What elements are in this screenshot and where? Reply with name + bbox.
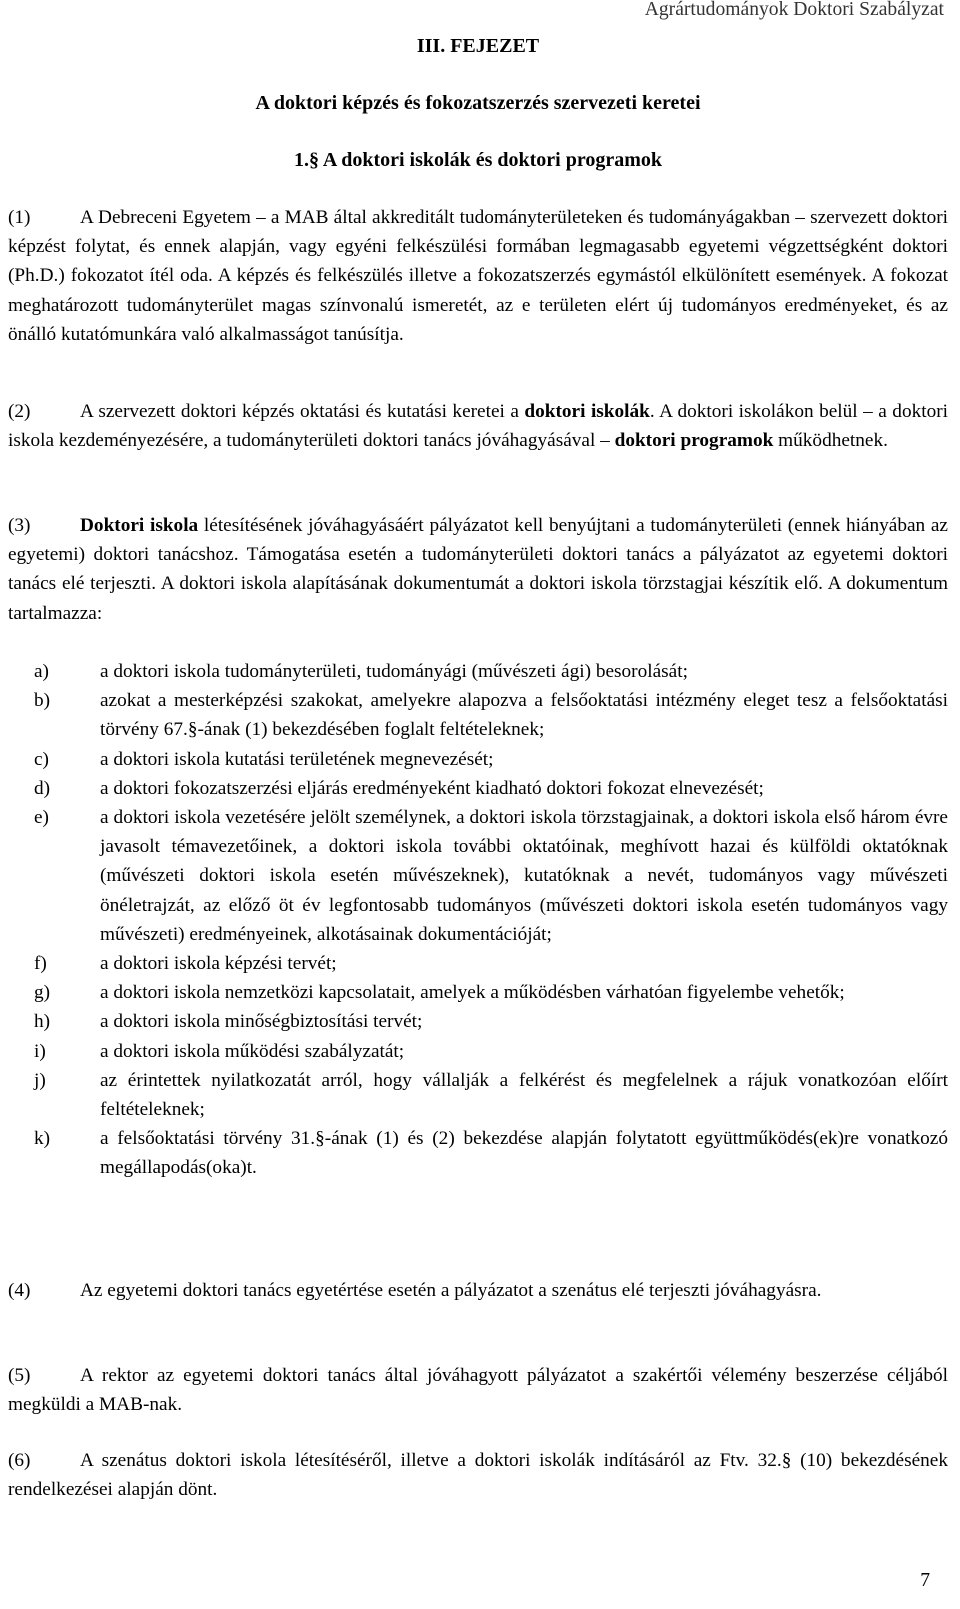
- page-number: 7: [920, 1570, 930, 1591]
- list-marker: b): [34, 690, 51, 712]
- paragraph-number: (6): [8, 1450, 31, 1471]
- list-item-text: azokat a mesterképzési szakokat, amelyekre alapozva a felsőoktatási intézmény eleget tesz a felsőoktatási törvény 67.§-ának (1) bekezdésében foglalt feltételeknek;: [100, 690, 948, 741]
- list-item-text: a doktori iskola nemzetközi kapcsolatait, amelyek a működésben várhatóan figyelembe vehetők;: [100, 982, 845, 1004]
- list-marker: k): [34, 1128, 51, 1150]
- chapter-heading: III. FEJEZET: [416, 35, 540, 57]
- list-item-text: a doktori iskola képzési tervét;: [100, 953, 337, 975]
- list-item: [8, 978, 948, 1007]
- paragraph-6: [8, 1446, 948, 1504]
- chapter-title: A doktori képzés és fokozatszerzés szervezeti keretei: [255, 92, 701, 114]
- list-item-text: a felsőoktatási törvény 31.§-ának (1) és (2) bekezdése alapján folytatott együttműködés(ek)re vonatkozó megállapodás(oka)t.: [100, 1128, 948, 1179]
- paragraph-1: [8, 203, 948, 349]
- paragraph-text: létesítésének jóváhagyásáért pályázatot kell benyújtani a tudományterületi (ennek hiányában az egyetemi) doktori tanácshoz. Támogatása esetén a tudományterületi doktori tanács a pályázatot az egyetemi doktori tanács elé terjeszti. A doktori iskola alapításának dokumentumát a doktori iskola törzstagjai készítik elő. A dokumentum tartalmazza:: [8, 515, 948, 624]
- term-doktori-iskolak: doktori iskolák: [524, 401, 650, 422]
- paragraph-text: működhetnek.: [773, 430, 888, 452]
- list-item-text: a doktori iskola tudományterületi, tudományági (művészeti ági) besorolását;: [100, 661, 688, 682]
- list-item-text: a doktori iskola vezetésére jelölt személynek, a doktori iskola törzstagjainak, a doktori iskola első három évre javasolt témavezetőinek, a doktori iskola további oktatóinak, meghívott hazai és külföldi oktatóknak (művészeti doktori iskola esetén művészeknek), kutatóknak a nevét, tudományos vagy művészeti önéletrajzát, az előző öt év legfontosabb tudományos (művészeti doktori iskola esetén tudományos vagy művészeti) eredményeinek, alkotásainak dokumentációját;: [100, 807, 948, 945]
- list-marker: f): [34, 953, 47, 975]
- list-marker: e): [34, 807, 49, 829]
- list-item: [8, 949, 948, 978]
- list-item: [8, 1007, 948, 1036]
- paragraph-number: (3): [8, 515, 31, 536]
- list-item: [8, 1066, 948, 1124]
- list-item: [8, 1037, 948, 1066]
- running-header: Agrártudományok Doktori Szabályzat: [644, 0, 944, 20]
- paragraph-2: [8, 397, 948, 455]
- list-marker: a): [34, 661, 49, 682]
- paragraph-number: (1): [8, 207, 31, 228]
- paragraph-text: A rektor az egyetemi doktori tanács által jóváhagyott pályázatot a szakértői vélemény beszerzése céljából megküldi a MAB-nak.: [8, 1365, 948, 1416]
- list-item: [8, 686, 948, 744]
- paragraph-text: A szervezett doktori képzés oktatási és kutatási keretei a: [80, 401, 525, 422]
- list-marker: i): [34, 1040, 46, 1062]
- list-item-text: a doktori iskola minőségbiztosítási tervét;: [100, 1011, 423, 1033]
- paragraph-text: . A doktori iskolákon belül – a doktori iskola kezdeményezésére, a tudományterületi doktori tanács jóváhagyásával –: [8, 401, 948, 452]
- list-marker: g): [34, 982, 51, 1004]
- list-item-text: a doktori iskola működési szabályzatát;: [100, 1040, 405, 1062]
- paragraph-number: (4): [8, 1280, 31, 1301]
- list-marker: h): [34, 1011, 51, 1033]
- section-title: 1.§ A doktori iskolák és doktori programok: [293, 149, 663, 171]
- paragraph-5: [8, 1361, 948, 1419]
- list-marker: d): [34, 777, 51, 799]
- list-marker: c): [34, 748, 49, 770]
- paragraph-number: (2): [8, 401, 31, 422]
- list-marker: j): [34, 1069, 46, 1091]
- list-item: [8, 657, 948, 686]
- list-item: [8, 803, 948, 949]
- paragraph-4: [8, 1276, 948, 1305]
- list-item-text: a doktori iskola kutatási területének megnevezését;: [100, 748, 494, 770]
- term-doktori-iskola: Doktori iskola: [80, 515, 199, 536]
- term-doktori-programok: doktori programok: [614, 430, 774, 452]
- list-item: [8, 1124, 948, 1182]
- paragraph-text: Az egyetemi doktori tanács egyetértése esetén a pályázatot a szenátus elé terjeszti jóváhagyásra.: [80, 1280, 822, 1301]
- paragraph-number: (5): [8, 1365, 31, 1386]
- paragraph-text: A szenátus doktori iskola létesítéséről, illetve a doktori iskolák indításáról az Ftv. 32.§ (10) bekezdésének rendelkezései alapján dönt.: [8, 1450, 948, 1501]
- list-item-text: a doktori fokozatszerzési eljárás eredményeként kiadható doktori fokozat elnevezését;: [100, 777, 764, 799]
- requirements-list: [8, 657, 948, 1183]
- paragraph-text: A Debreceni Egyetem – a MAB által akkreditált tudományterületeken és tudományágakban – szervezett doktori képzést folytat, és ennek alapján, vagy egyéni felkészülési formában legmagasabb egyetemi végzettségként doktori (Ph.D.) fokozatot ítél oda. A képzés és felkészülés illetve a fokozatszerzés egymástól elkülönített események. A fokozat meghatározott tudományterület magas színvonalú ismeretét, az e területen elért új tudományos eredményeket, és az önálló kutatómunkára való alkalmasságot tanúsítja.: [8, 207, 948, 345]
- list-item: [8, 774, 948, 803]
- list-item-text: az érintettek nyilatkozatát arról, hogy vállalják a felkérést és megfelelnek a rájuk vonatkozóan előírt feltételeknek;: [100, 1069, 948, 1121]
- paragraph-3: [8, 511, 948, 628]
- list-item: [8, 745, 948, 774]
